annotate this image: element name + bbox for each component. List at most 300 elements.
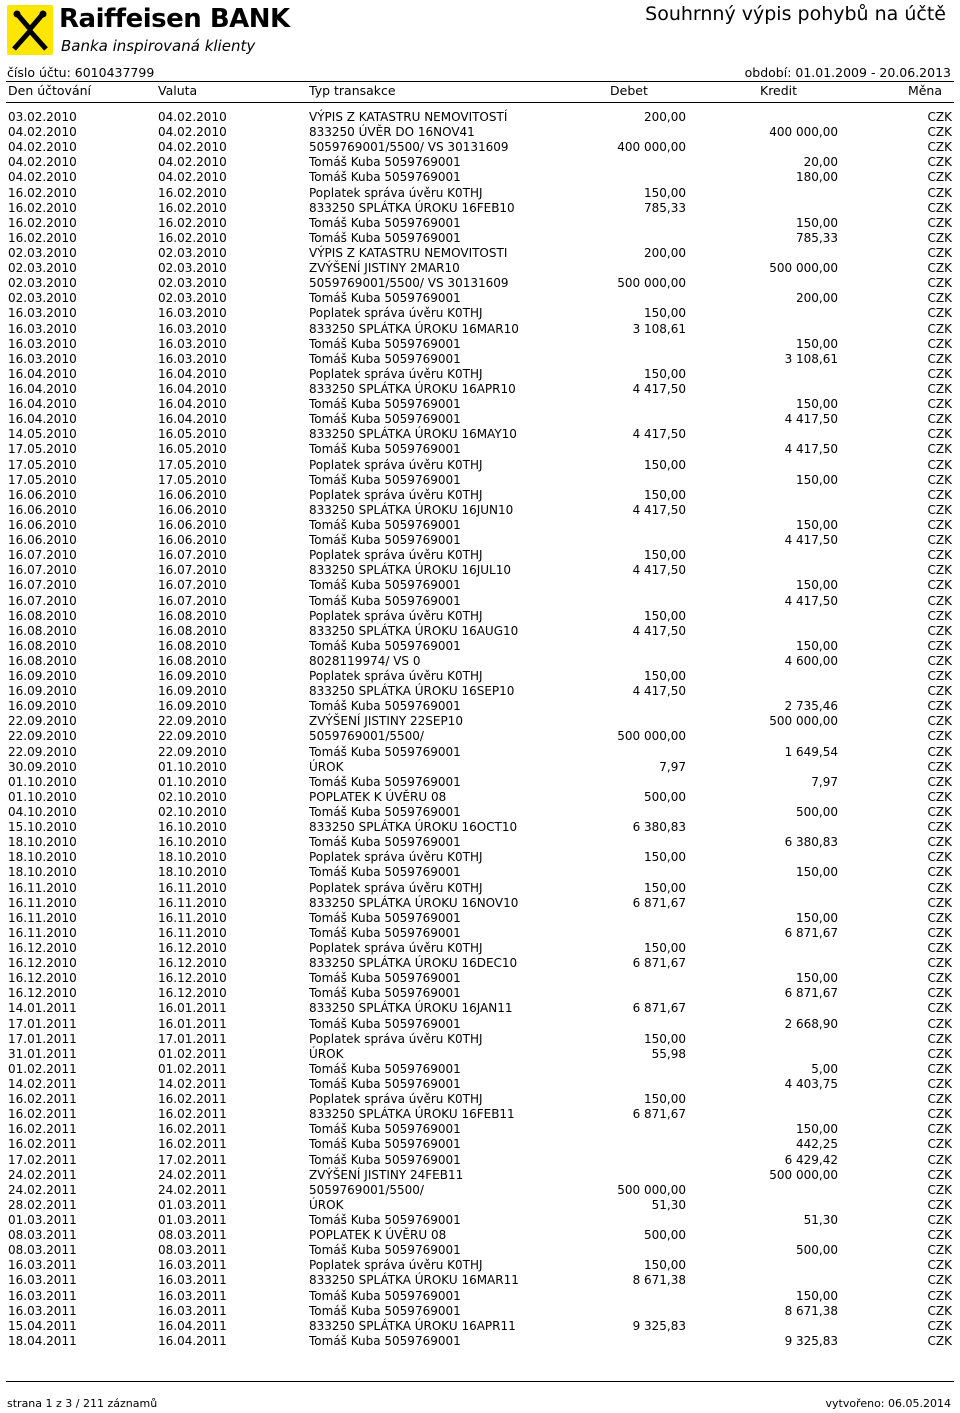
value-date: 16.04.2010: [158, 412, 227, 427]
statement-period: období: 01.01.2009 - 20.06.2013: [744, 65, 951, 80]
table-row: [6, 1062, 954, 1077]
credit-amount: 500 000,00: [769, 714, 838, 729]
bank-name: Raiffeisen BANK: [59, 4, 290, 34]
currency: CZK: [927, 1318, 952, 1333]
currency: CZK: [927, 820, 952, 835]
transaction-type: ZVÝŠENÍ JISTINY 2MAR10: [309, 261, 460, 276]
debit-amount: 7,97: [659, 759, 686, 774]
currency: CZK: [927, 1212, 952, 1227]
value-date: 14.02.2011: [158, 1077, 227, 1091]
currency: CZK: [927, 261, 952, 276]
debit-amount: 500,00: [644, 1228, 686, 1243]
currency: CZK: [927, 1273, 952, 1288]
credit-amount: 400 000,00: [769, 125, 838, 140]
currency: CZK: [927, 669, 952, 684]
value-date: 22.09.2010: [158, 744, 227, 759]
currency: CZK: [927, 1016, 952, 1031]
transaction-type: 833250 SPLÁTKA ÚROKU 16FEB10: [309, 200, 515, 215]
currency: CZK: [927, 351, 952, 366]
posting-date: 16.06.2010: [8, 533, 77, 548]
value-date: 16.08.2010: [158, 653, 227, 668]
posting-date: 16.03.2010: [8, 306, 77, 321]
transaction-type: VÝPIS Z KATASTRU NEMOVITOSTI: [309, 245, 508, 260]
posting-date: 16.12.2010: [8, 971, 77, 986]
transaction-type: 5059769001/5500/: [309, 1182, 424, 1197]
transaction-type: 833250 SPLÁTKA ÚROKU 16NOV10: [309, 895, 519, 910]
currency: CZK: [927, 744, 952, 759]
debit-amount: 150,00: [644, 669, 686, 684]
credit-amount: 8 671,38: [784, 1303, 838, 1318]
transaction-type: Tomáš Kuba 5059769001: [309, 442, 461, 457]
posting-date: 17.01.2011: [8, 1031, 77, 1046]
value-date: 16.03.2010: [158, 321, 227, 336]
table-row: [6, 1047, 954, 1062]
table-row: [6, 1137, 954, 1152]
posting-date: 17.05.2010: [8, 442, 77, 457]
posting-date: 16.09.2010: [8, 669, 77, 684]
currency: CZK: [927, 1001, 952, 1016]
debit-amount: 4 417,50: [632, 623, 686, 638]
credit-amount: 785,33: [796, 230, 838, 245]
posting-date: 16.02.2011: [8, 1137, 77, 1152]
currency: CZK: [927, 110, 952, 124]
debit-amount: 6 380,83: [632, 820, 686, 835]
value-date: 04.02.2010: [158, 155, 227, 170]
value-date: 16.12.2010: [158, 956, 227, 971]
value-date: 16.09.2010: [158, 669, 227, 684]
table-row: [6, 1107, 954, 1122]
posting-date: 16.02.2010: [8, 230, 77, 245]
posting-date: 16.04.2010: [8, 381, 77, 396]
posting-date: 01.02.2011: [8, 1061, 77, 1076]
currency: CZK: [927, 1167, 952, 1182]
table-row: [6, 881, 954, 896]
transaction-type: Tomáš Kuba 5059769001: [309, 412, 461, 427]
account-number: číslo účtu: 6010437799: [7, 65, 155, 80]
table-row: [6, 971, 954, 986]
column-header-debet: Debet: [610, 83, 648, 98]
credit-amount: 2 668,90: [784, 1016, 838, 1031]
currency: CZK: [927, 336, 952, 351]
posting-date: 31.01.2011: [8, 1046, 77, 1061]
transaction-type: Tomáš Kuba 5059769001: [309, 155, 461, 170]
table-row: [6, 306, 954, 321]
value-date: 16.01.2011: [158, 1016, 227, 1031]
debit-amount: 4 417,50: [632, 427, 686, 442]
table-row: [6, 1273, 954, 1288]
posting-date: 02.03.2010: [8, 245, 77, 260]
table-header: [6, 83, 954, 101]
table-row: [6, 276, 954, 291]
credit-amount: 150,00: [796, 971, 838, 986]
created-date: vytvořeno: 06.05.2014: [825, 1397, 951, 1410]
value-date: 16.10.2010: [158, 835, 227, 850]
currency: CZK: [927, 714, 952, 729]
currency: CZK: [927, 427, 952, 442]
currency: CZK: [927, 789, 952, 804]
posting-date: 16.12.2010: [8, 941, 77, 956]
currency: CZK: [927, 140, 952, 155]
transaction-type: Tomáš Kuba 5059769001: [309, 699, 461, 714]
currency: CZK: [927, 971, 952, 986]
currency: CZK: [927, 880, 952, 895]
transaction-type: Poplatek správa úvěru K0THJ: [309, 1258, 483, 1273]
page-title: Souhrnný výpis pohybů na účtě: [645, 3, 946, 25]
posting-date: 01.10.2010: [8, 789, 77, 804]
posting-date: 18.04.2011: [8, 1333, 77, 1348]
transaction-type: Tomáš Kuba 5059769001: [309, 1122, 461, 1137]
currency: CZK: [927, 684, 952, 699]
posting-date: 16.11.2010: [8, 925, 77, 940]
credit-amount: 150,00: [796, 910, 838, 925]
currency: CZK: [927, 1197, 952, 1212]
posting-date: 14.05.2010: [8, 427, 77, 442]
currency: CZK: [927, 366, 952, 381]
transaction-type: 833250 ÚVĚR DO 16NOV41: [309, 125, 475, 140]
debit-amount: 150,00: [644, 880, 686, 895]
table-row: [6, 518, 954, 533]
table-row: [6, 1213, 954, 1228]
debit-amount: 6 871,67: [632, 1107, 686, 1122]
currency: CZK: [927, 155, 952, 170]
posting-date: 08.03.2011: [8, 1228, 77, 1243]
transaction-type: Tomáš Kuba 5059769001: [309, 925, 461, 940]
credit-amount: 20,00: [803, 155, 838, 170]
table-row: [6, 140, 954, 155]
credit-amount: 1 649,54: [784, 744, 838, 759]
credit-amount: 5,00: [811, 1061, 838, 1076]
currency: CZK: [927, 1152, 952, 1167]
debit-amount: 51,30: [651, 1197, 686, 1212]
posting-date: 14.01.2011: [8, 1001, 77, 1016]
table-row: [6, 170, 954, 185]
credit-amount: 150,00: [796, 865, 838, 880]
table-row: [6, 911, 954, 926]
transaction-type: Tomáš Kuba 5059769001: [309, 1333, 461, 1348]
credit-amount: 150,00: [796, 1288, 838, 1303]
credit-amount: 500 000,00: [769, 1167, 838, 1182]
currency: CZK: [927, 699, 952, 714]
posting-date: 16.12.2010: [8, 986, 77, 1001]
credit-amount: 442,25: [796, 1137, 838, 1152]
table-row: [6, 729, 954, 744]
table-row: [6, 412, 954, 427]
table-row: [6, 488, 954, 503]
posting-date: 16.11.2010: [8, 910, 77, 925]
credit-amount: 500 000,00: [769, 261, 838, 276]
posting-date: 30.09.2010: [8, 759, 77, 774]
currency: CZK: [927, 1258, 952, 1273]
table-row: [6, 1092, 954, 1107]
posting-date: 16.06.2010: [8, 517, 77, 532]
value-date: 04.02.2010: [158, 125, 227, 140]
transaction-type: 833250 SPLÁTKA ÚROKU 16JAN11: [309, 1001, 513, 1016]
value-date: 02.03.2010: [158, 261, 227, 276]
value-date: 16.08.2010: [158, 623, 227, 638]
transaction-type: Tomáš Kuba 5059769001: [309, 971, 461, 986]
credit-amount: 6 871,67: [784, 986, 838, 1001]
posting-date: 17.02.2011: [8, 1152, 77, 1167]
table-row: [6, 1077, 954, 1092]
debit-amount: 6 871,67: [632, 1001, 686, 1016]
table-row: [6, 201, 954, 216]
value-date: 16.12.2010: [158, 941, 227, 956]
currency: CZK: [927, 457, 952, 472]
currency: CZK: [927, 1077, 952, 1091]
currency: CZK: [927, 306, 952, 321]
posting-date: 04.02.2010: [8, 170, 77, 185]
table-row: [6, 1228, 954, 1243]
table-row: [6, 941, 954, 956]
transaction-type: 833250 SPLÁTKA ÚROKU 16FEB11: [309, 1107, 515, 1122]
debit-amount: 500 000,00: [617, 1182, 686, 1197]
page-info: strana 1 z 3 / 211 záznamů: [7, 1397, 158, 1410]
table-row: [6, 261, 954, 276]
value-date: 08.03.2011: [158, 1228, 227, 1243]
table-row: [6, 578, 954, 593]
credit-amount: 500,00: [796, 805, 838, 820]
value-date: 02.03.2010: [158, 245, 227, 260]
value-date: 16.07.2010: [158, 593, 227, 608]
currency: CZK: [927, 608, 952, 623]
value-date: 04.02.2010: [158, 140, 227, 155]
transaction-type: 833250 SPLÁTKA ÚROKU 16MAY10: [309, 427, 517, 442]
posting-date: 08.03.2011: [8, 1243, 77, 1258]
posting-date: 16.06.2010: [8, 502, 77, 517]
credit-amount: 7,97: [811, 774, 838, 789]
debit-amount: 150,00: [644, 306, 686, 321]
bank-logo: [7, 4, 290, 57]
debit-amount: 150,00: [644, 850, 686, 865]
value-date: 16.08.2010: [158, 608, 227, 623]
debit-amount: 3 108,61: [632, 321, 686, 336]
table-row: [6, 639, 954, 654]
transaction-type: ÚROK: [309, 759, 344, 774]
value-date: 16.12.2010: [158, 971, 227, 986]
posting-date: 16.08.2010: [8, 623, 77, 638]
debit-amount: 200,00: [644, 110, 686, 124]
debit-amount: 400 000,00: [617, 140, 686, 155]
transaction-type: Tomáš Kuba 5059769001: [309, 1243, 461, 1258]
posting-date: 16.04.2010: [8, 397, 77, 412]
transaction-type: Poplatek správa úvěru K0THJ: [309, 608, 483, 623]
currency: CZK: [927, 805, 952, 820]
posting-date: 04.02.2010: [8, 125, 77, 140]
currency: CZK: [927, 1137, 952, 1152]
value-date: 16.08.2010: [158, 638, 227, 653]
posting-date: 01.03.2011: [8, 1212, 77, 1227]
currency: CZK: [927, 1228, 952, 1243]
value-date: 16.07.2010: [158, 563, 227, 578]
transaction-type: Tomáš Kuba 5059769001: [309, 865, 461, 880]
credit-amount: 2 735,46: [784, 699, 838, 714]
column-header-type: Typ transakce: [309, 83, 396, 98]
value-date: 16.01.2011: [158, 1001, 227, 1016]
table-row: [6, 1198, 954, 1213]
posting-date: 24.02.2011: [8, 1182, 77, 1197]
currency: CZK: [927, 487, 952, 502]
posting-date: 16.03.2011: [8, 1288, 77, 1303]
credit-amount: 4 417,50: [784, 442, 838, 457]
table-row: [6, 745, 954, 760]
transaction-type: 833250 SPLÁTKA ÚROKU 16APR11: [309, 1318, 516, 1333]
debit-amount: 150,00: [644, 366, 686, 381]
currency: CZK: [927, 397, 952, 412]
credit-amount: 180,00: [796, 170, 838, 185]
transaction-type: 833250 SPLÁTKA ÚROKU 16MAR11: [309, 1273, 519, 1288]
posting-date: 18.10.2010: [8, 835, 77, 850]
transaction-type: POPLATEK K ÚVĚRU 08: [309, 789, 447, 804]
raiffeisen-gable-icon: [7, 5, 53, 55]
posting-date: 16.02.2011: [8, 1092, 77, 1107]
posting-date: 16.12.2010: [8, 956, 77, 971]
currency: CZK: [927, 1288, 952, 1303]
value-date: 16.03.2010: [158, 306, 227, 321]
value-date: 02.10.2010: [158, 789, 227, 804]
posting-date: 16.02.2010: [8, 185, 77, 200]
credit-amount: 150,00: [796, 517, 838, 532]
value-date: 22.09.2010: [158, 729, 227, 744]
value-date: 16.03.2010: [158, 336, 227, 351]
currency: CZK: [927, 1333, 952, 1348]
currency: CZK: [927, 653, 952, 668]
currency: CZK: [927, 578, 952, 593]
value-date: 16.05.2010: [158, 427, 227, 442]
transaction-type: Poplatek správa úvěru K0THJ: [309, 669, 483, 684]
posting-date: 16.08.2010: [8, 653, 77, 668]
transaction-type: Tomáš Kuba 5059769001: [309, 1303, 461, 1318]
currency: CZK: [927, 517, 952, 532]
posting-date: 16.03.2010: [8, 351, 77, 366]
value-date: 16.12.2010: [158, 986, 227, 1001]
currency: CZK: [927, 1107, 952, 1122]
debit-amount: 150,00: [644, 608, 686, 623]
table-row: [6, 699, 954, 714]
currency: CZK: [927, 1092, 952, 1107]
currency: CZK: [927, 502, 952, 517]
table-row: [6, 1304, 954, 1319]
table-row: [6, 1001, 954, 1016]
posting-date: 24.02.2011: [8, 1167, 77, 1182]
table-row: [6, 594, 954, 609]
posting-date: 16.03.2011: [8, 1258, 77, 1273]
transaction-type: Tomáš Kuba 5059769001: [309, 533, 461, 548]
value-date: 16.10.2010: [158, 820, 227, 835]
credit-amount: 4 417,50: [784, 533, 838, 548]
transaction-type: 8028119974/ VS 0: [309, 653, 421, 668]
transaction-type: Poplatek správa úvěru K0THJ: [309, 1092, 483, 1107]
currency: CZK: [927, 533, 952, 548]
table-row: [6, 1153, 954, 1168]
value-date: 01.10.2010: [158, 759, 227, 774]
value-date: 17.05.2010: [158, 457, 227, 472]
transaction-type: Poplatek správa úvěru K0THJ: [309, 880, 483, 895]
column-header-valuta: Valuta: [158, 83, 198, 98]
debit-amount: 500 000,00: [617, 276, 686, 291]
transaction-type: 5059769001/5500/: [309, 729, 424, 744]
transaction-type: 833250 SPLÁTKA ÚROKU 16OCT10: [309, 820, 518, 835]
posting-date: 22.09.2010: [8, 714, 77, 729]
table-row: [6, 865, 954, 880]
table-row: [6, 1122, 954, 1137]
value-date: 01.02.2011: [158, 1046, 227, 1061]
table-row: [6, 926, 954, 941]
debit-amount: 6 871,67: [632, 956, 686, 971]
currency: CZK: [927, 835, 952, 850]
debit-amount: 150,00: [644, 1258, 686, 1273]
value-date: 02.03.2010: [158, 276, 227, 291]
value-date: 16.11.2010: [158, 895, 227, 910]
posting-date: 16.04.2010: [8, 366, 77, 381]
debit-amount: 4 417,50: [632, 502, 686, 517]
value-date: 16.04.2010: [158, 366, 227, 381]
table-row: [6, 442, 954, 457]
value-date: 01.03.2011: [158, 1197, 227, 1212]
transaction-type: Poplatek správa úvěru K0THJ: [309, 1031, 483, 1046]
transaction-type: Tomáš Kuba 5059769001: [309, 744, 461, 759]
posting-date: 16.02.2010: [8, 215, 77, 230]
table-row: [6, 322, 954, 337]
value-date: 16.06.2010: [158, 517, 227, 532]
transaction-type: 833250 SPLÁTKA ÚROKU 16SEP10: [309, 684, 515, 699]
posting-date: 14.02.2011: [8, 1077, 77, 1091]
posting-date: 16.07.2010: [8, 578, 77, 593]
value-date: 18.10.2010: [158, 865, 227, 880]
footer-divider: [6, 1381, 954, 1382]
currency: CZK: [927, 245, 952, 260]
posting-date: 03.02.2010: [8, 110, 77, 124]
posting-date: 16.02.2010: [8, 200, 77, 215]
table-row: [6, 624, 954, 639]
value-date: 16.06.2010: [158, 533, 227, 548]
currency: CZK: [927, 1122, 952, 1137]
value-date: 01.10.2010: [158, 774, 227, 789]
transaction-type: 833250 SPLÁTKA ÚROKU 16AUG10: [309, 623, 519, 638]
posting-date: 15.04.2011: [8, 1318, 77, 1333]
currency: CZK: [927, 185, 952, 200]
table-row: [6, 820, 954, 835]
table-row: [6, 684, 954, 699]
transaction-type: Tomáš Kuba 5059769001: [309, 1152, 461, 1167]
credit-amount: 6 429,42: [784, 1152, 838, 1167]
currency: CZK: [927, 1182, 952, 1197]
table-row: [6, 473, 954, 488]
table-row: [6, 397, 954, 412]
transaction-type: 833250 SPLÁTKA ÚROKU 16MAR10: [309, 321, 519, 336]
transaction-type: Tomáš Kuba 5059769001: [309, 805, 461, 820]
value-date: 16.03.2011: [158, 1288, 227, 1303]
transaction-type: Tomáš Kuba 5059769001: [309, 215, 461, 230]
transaction-type: Tomáš Kuba 5059769001: [309, 578, 461, 593]
value-date: 16.04.2010: [158, 381, 227, 396]
currency: CZK: [927, 1031, 952, 1046]
transaction-type: Tomáš Kuba 5059769001: [309, 986, 461, 1001]
transaction-type: Tomáš Kuba 5059769001: [309, 1016, 461, 1031]
transaction-type: Tomáš Kuba 5059769001: [309, 638, 461, 653]
currency: CZK: [927, 850, 952, 865]
credit-amount: 6 380,83: [784, 835, 838, 850]
posting-date: 17.05.2010: [8, 472, 77, 487]
posting-date: 17.01.2011: [8, 1016, 77, 1031]
table-header-divider: [6, 102, 954, 103]
transaction-type: Tomáš Kuba 5059769001: [309, 835, 461, 850]
posting-date: 16.02.2011: [8, 1107, 77, 1122]
transaction-type: Tomáš Kuba 5059769001: [309, 1137, 461, 1152]
currency: CZK: [927, 200, 952, 215]
transaction-type: 833250 SPLÁTKA ÚROKU 16APR10: [309, 381, 516, 396]
value-date: 17.02.2011: [158, 1152, 227, 1167]
posting-date: 02.03.2010: [8, 291, 77, 306]
